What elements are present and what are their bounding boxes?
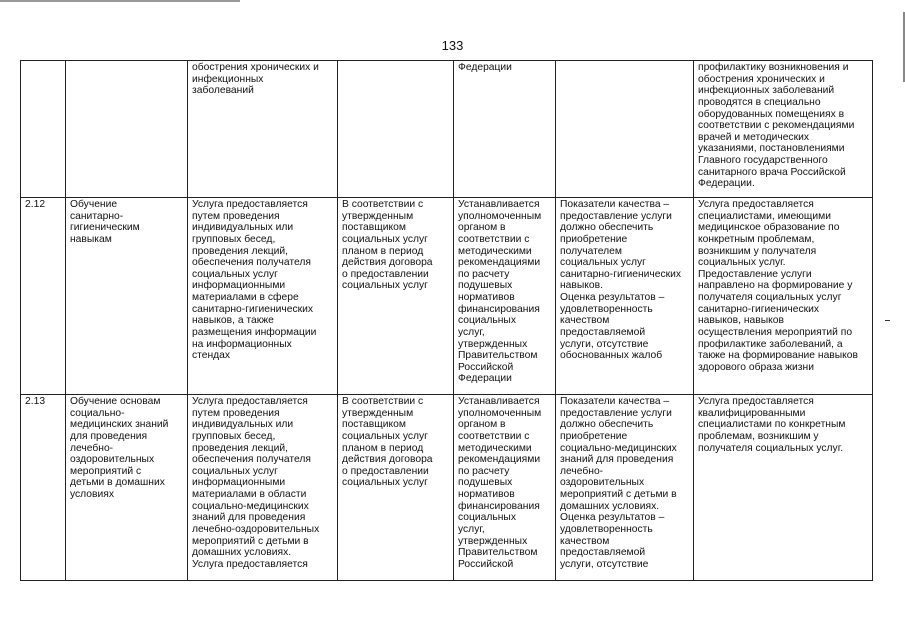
cell-description: Услуга предоставляется путем проведения индивидуальных или групповых бесед, проведения лекций, обеспечения получателя социальных услуг информационными материалами в области социально-медицинских знаний для проведения лечебно-оздоровительных мероприятий с детьми в домашних условиях. Услуга предоставляется: [188, 395, 338, 581]
table-row-continuation: [21, 61, 873, 198]
table-row-2-13: [21, 395, 873, 581]
cell-quality: Показатели качества – предоставление услуги должно обеспечить приобретение получателем социальных услуг санитарно-гигиенических навыков. Оценка результатов – удовлетворенность качеством предоставляемой услуги, отсутствие обоснованных жалоб: [556, 198, 694, 395]
cell-conditions: профилактику возникновения и обострения хронических и инфекционных заболеваний проводятся в специально оборудованных помещениях в соответствии с рекомендациями врачей и методических указаниями, постановлениями Главного государственного санитарного врача Российской Федерации.: [694, 61, 873, 198]
cell-deadlines: В соответствии с утвержденным поставщиком социальных услуг планом в период действия договора о предоставлении социальных услуг: [338, 395, 454, 581]
cell-service-name: Обучение основам социально- медицинских знаний для проведения лечебно- оздоровительных мероприятий с детьми в домашних условиях: [66, 395, 188, 581]
cell-deadlines: [338, 61, 454, 198]
table-row-2-12: [21, 198, 873, 395]
page-number: 133: [441, 38, 464, 53]
cell-description: обострения хронических и инфекционных заболеваний: [188, 61, 338, 198]
scan-edge-mark: [0, 0, 240, 2]
services-table: [20, 60, 873, 581]
scan-dash-mark: [885, 320, 890, 321]
cell-financing: Устанавливается уполномоченным органом в соответствии с методическими рекомендациями по расчету подушевых нормативов финансирования социальных услуг, утвержденных Правительством Российской: [454, 395, 556, 581]
cell-num: [21, 61, 66, 198]
cell-quality: Показатели качества – предоставление услуги должно обеспечить приобретение социально-медицинских знаний для проведения лечебно- оздоровительных мероприятий с детьми в домашних условиях. Оценка результатов – удовлетворенность качеством предоставляемой услуги, отсутствие: [556, 395, 694, 581]
cell-quality: [556, 61, 694, 198]
cell-financing: Федерации: [454, 61, 556, 198]
cell-conditions: Услуга предоставляется специалистами, имеющими медицинское образование по конкретным проблемам, возникшим у получателя социальных услуг. Предоставление услуги направлено на формирование у получателя социальных услуг санитарно-гигиенических навыков, навыков осуществления мероприятий по профилактике заболеваний, а также на формирование навыков здорового образа жизни: [694, 198, 873, 395]
cell-service-name: Обучение санитарно- гигиеническим навыкам: [66, 198, 188, 395]
cell-conditions: Услуга предоставляется квалифицированными специалистами по конкретным проблемам, возникшим у получателя социальных услуг.: [694, 395, 873, 581]
cell-description: Услуга предоставляется путем проведения индивидуальных или групповых бесед, проведения лекций, обеспечения получателя социальных услуг информационными материалами в сфере санитарно-гигиенических навыков, а также размещения информации на информационных стендах: [188, 198, 338, 395]
cell-financing: Устанавливается уполномоченным органом в соответствии с методическими рекомендациями по расчету подушевых нормативов финансирования социальных услуг, утвержденных Правительством Российской Федерации: [454, 198, 556, 395]
cell-num: 2.12: [21, 198, 66, 395]
cell-service-name: [66, 61, 188, 198]
cell-deadlines: В соответствии с утвержденным поставщиком социальных услуг планом в период действия договора о предоставлении социальных услуг: [338, 198, 454, 395]
cell-num: 2.13: [21, 395, 66, 581]
